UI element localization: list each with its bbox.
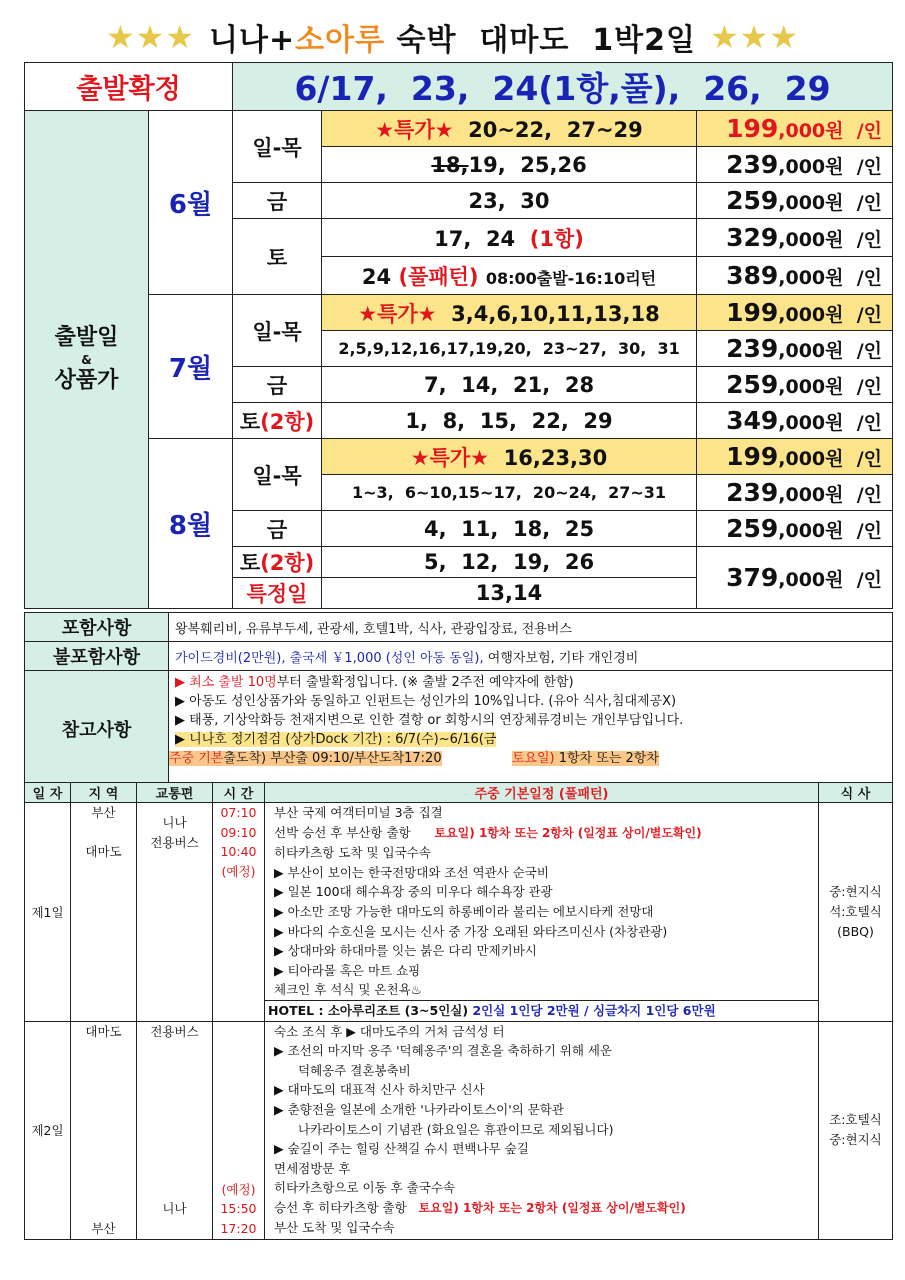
special-label: ★특가★ (375, 117, 454, 142)
day-2-meals: 조:호텔식 중:현지식 (819, 1021, 893, 1239)
section-label (25, 111, 149, 609)
day-label: 토(2항) (233, 403, 322, 439)
day-label: 일-목 (233, 295, 322, 367)
star-icon: ★★★ (105, 18, 196, 56)
price-cell: 349,000원 /인 (697, 403, 893, 439)
day-1-meals: 중:현지식 석:호텔식 (BBQ) (819, 803, 893, 1022)
price-cell: 329,000원 /인 (697, 219, 893, 257)
date-cell: 7, 14, 21, 28 (322, 367, 697, 403)
price-cell: 259,000원 /인 (697, 367, 893, 403)
price-cell: 389,000원 /인 (697, 257, 893, 295)
day-label: 금 (233, 367, 322, 403)
date-cell: 2,5,9,12,16,17,19,20, 23~27, 30, 31 (322, 331, 697, 367)
day-label: 금 (233, 183, 322, 219)
day-2-label: 제2일 (25, 1021, 71, 1239)
note-1-red: ▶ 최소 출발 10명 (175, 675, 277, 690)
price-cell: 239,000원 /인 (697, 147, 893, 183)
price-cell: 379,000원 /인 (697, 547, 893, 609)
header-date: 일 자 (25, 783, 71, 803)
section-label-1: 출발일 (54, 324, 119, 350)
day-2-transport: 전용버스 니나 (137, 1021, 213, 1239)
day-1-region: 부산 대마도 (71, 803, 137, 1022)
date-cell: 1, 8, 15, 22, 29 (322, 403, 697, 439)
included-text: 왕복훼리비, 유류부두세, 관광세, 호텔1박, 식사, 관광입장료, 전용버스 (169, 613, 893, 642)
notes-text (169, 671, 893, 787)
date-cell: 24 (풀패턴) 08:00출발-16:10리턴 (322, 257, 697, 295)
date-cell: 13,14 (322, 578, 697, 609)
day-1-itinerary: 부산 국제 여객터미널 3층 집결 선박 승선 후 부산항 출항 토요일) 1항차 또는 2항차 (일정표 상이/별도확인) 히타카츠항 도착 및 입국수속 ▶ 부산이 보이는 한국전망대와 조선 역관사 순국비 ▶ 일본 100대 해수욕장 중의 미우다 해수욕장 관광 ▶ 아소만 조망 가능한 대마도의 하롱베이라 불리는 에보시타케 전망대 ▶ 바다의 수호신을 모시는 신사 중 가장 오래된 와타즈미신사 (차창관광) ▶ 상대마와 하대마를 잇는 붉은 다리 만제키바시 ▶ 티아라몰 혹은 마트 쇼핑 체크인 후 석식 및 온천욕♨ HOTEL : 소아루리조트 (3~5인실) 2인실 1인당 2만원 / 싱글차지 1인당 6만원 (265, 803, 819, 1022)
day-label: 일-목 (233, 111, 322, 183)
note-5-tail: 1항차 또는 2항차 (554, 751, 659, 766)
price-cell: 199,000원 /인 (697, 295, 893, 331)
month-july: 7월 (149, 295, 233, 439)
section-label-2: 상품가 (54, 367, 119, 393)
day-1-label: 제1일 (25, 803, 71, 1022)
note-4: ▶ 니나호 정기점검 (상가Dock 기간) : 6/7(수)~6/16(금 (175, 732, 497, 747)
note-5-red2: 토요일) (511, 751, 555, 766)
day-label: 금 (233, 511, 322, 547)
notes-label: 참고사항 (25, 671, 169, 787)
excluded-text: 가이드경비(2만원), 출국세 ￥1,000 (성인 아동 동일), 여행자보험, 기타 개인경비 (169, 642, 893, 671)
info-table (24, 612, 893, 787)
price-cell: 199,000원 /인 (697, 111, 893, 147)
date-cell: ★특가★ 3,4,6,10,11,13,18 (322, 295, 697, 331)
day-2-region: 대마도 부산 (71, 1021, 137, 1239)
confirm-label: 출발확정 (25, 63, 233, 111)
price-cell: 199,000원 /인 (697, 439, 893, 475)
day-1-time: 07:10 09:10 10:40 (예정) (213, 803, 265, 1022)
day-label: 토 (233, 219, 322, 295)
title-hotel: 소아루 (295, 23, 386, 58)
header-itinerary: 주중 기본일정 (풀패턴) (265, 783, 819, 803)
price-cell: 239,000원 /인 (697, 475, 893, 511)
header-meals: 식 사 (819, 783, 893, 803)
note-1: 부터 출발확정입니다. (※ 출발 2주전 예약자에 한함) (276, 675, 574, 690)
header-region: 지 역 (71, 783, 137, 803)
date-cell: 18,19, 25,26 (322, 147, 697, 183)
date-cell: 23, 30 (322, 183, 697, 219)
excluded-label: 불포함사항 (25, 642, 169, 671)
price-table (24, 62, 893, 609)
title-prefix: 니나+ (209, 23, 296, 58)
date-cell: 5, 12, 19, 26 (322, 547, 697, 578)
confirm-dates: 6/17, 23, 24(1항,풀), 26, 29 (233, 63, 893, 111)
day-2-itinerary: 숙소 조식 후 ▶ 대마도주의 거처 금석성 터 ▶ 조선의 마지막 옹주 '덕혜옹주'의 결혼을 축하하기 위해 세운 덕혜옹주 결혼봉축비 ▶ 대마도의 대표적 신사 하치만구 신사 ▶ 춘향전을 일본에 소개한 '나카라이토스이'의 문학관 나카라이토스이 기념관 (화요일은 휴관이므로 제외됩니다) ▶ 숲길이 주는 힐링 산책길 슈시 편백나무 숲길 면세점방문 후 히타카츠항으로 이동 후 출국수속 승선 후 히타카츠항 출항 토요일) 1항차 또는 2항차 (일정표 상이/별도확인) 부산 도착 및 입국수속 (265, 1021, 819, 1239)
title-suffix: 숙박 대마도 1박2일 (385, 23, 696, 58)
date-cell: 4, 11, 18, 25 (322, 511, 697, 547)
schedule-table (24, 782, 893, 1240)
note-5: 출도착) 부산출 09:10/부산도착17:20 (223, 751, 442, 766)
month-august: 8월 (149, 439, 233, 609)
included-label: 포함사항 (25, 613, 169, 642)
price-cell: 259,000원 /인 (697, 183, 893, 219)
note-3: ▶ 태풍, 기상악화등 천재지변으로 인한 결항 or 회항시의 연장체류경비는 개인부담입니다. (175, 713, 684, 728)
section-label-amp: & (81, 352, 92, 367)
star-icon: ★★★ (709, 18, 800, 56)
date-cell: 17, 24 (1항) (322, 219, 697, 257)
price-cell: 259,000원 /인 (697, 511, 893, 547)
date-cell: 1~3, 6~10,15~17, 20~24, 27~31 (322, 475, 697, 511)
note-2: ▶ 아동도 성인상품가와 동일하고 인펀트는 성인가의 10%입니다. (유아 식사,침대제공X) (175, 694, 677, 709)
note-5-red: 주중 기본 (169, 751, 224, 766)
price-cell: 239,000원 /인 (697, 331, 893, 367)
day-label: 토(2항) (233, 547, 322, 578)
date-cell: ★특가★ 20~22, 27~29 (322, 111, 697, 147)
day-2-time: (예정) 15:50 17:20 (213, 1021, 265, 1239)
header-transport: 교통편 (137, 783, 213, 803)
header-time: 시 간 (213, 783, 265, 803)
day-1-transport: 니나 전용버스 (137, 803, 213, 1022)
date-cell: ★특가★ 16,23,30 (322, 439, 697, 475)
page-title (0, 12, 905, 62)
day-label: 일-목 (233, 439, 322, 511)
day-label: 특정일 (233, 578, 322, 609)
month-june: 6월 (149, 111, 233, 295)
